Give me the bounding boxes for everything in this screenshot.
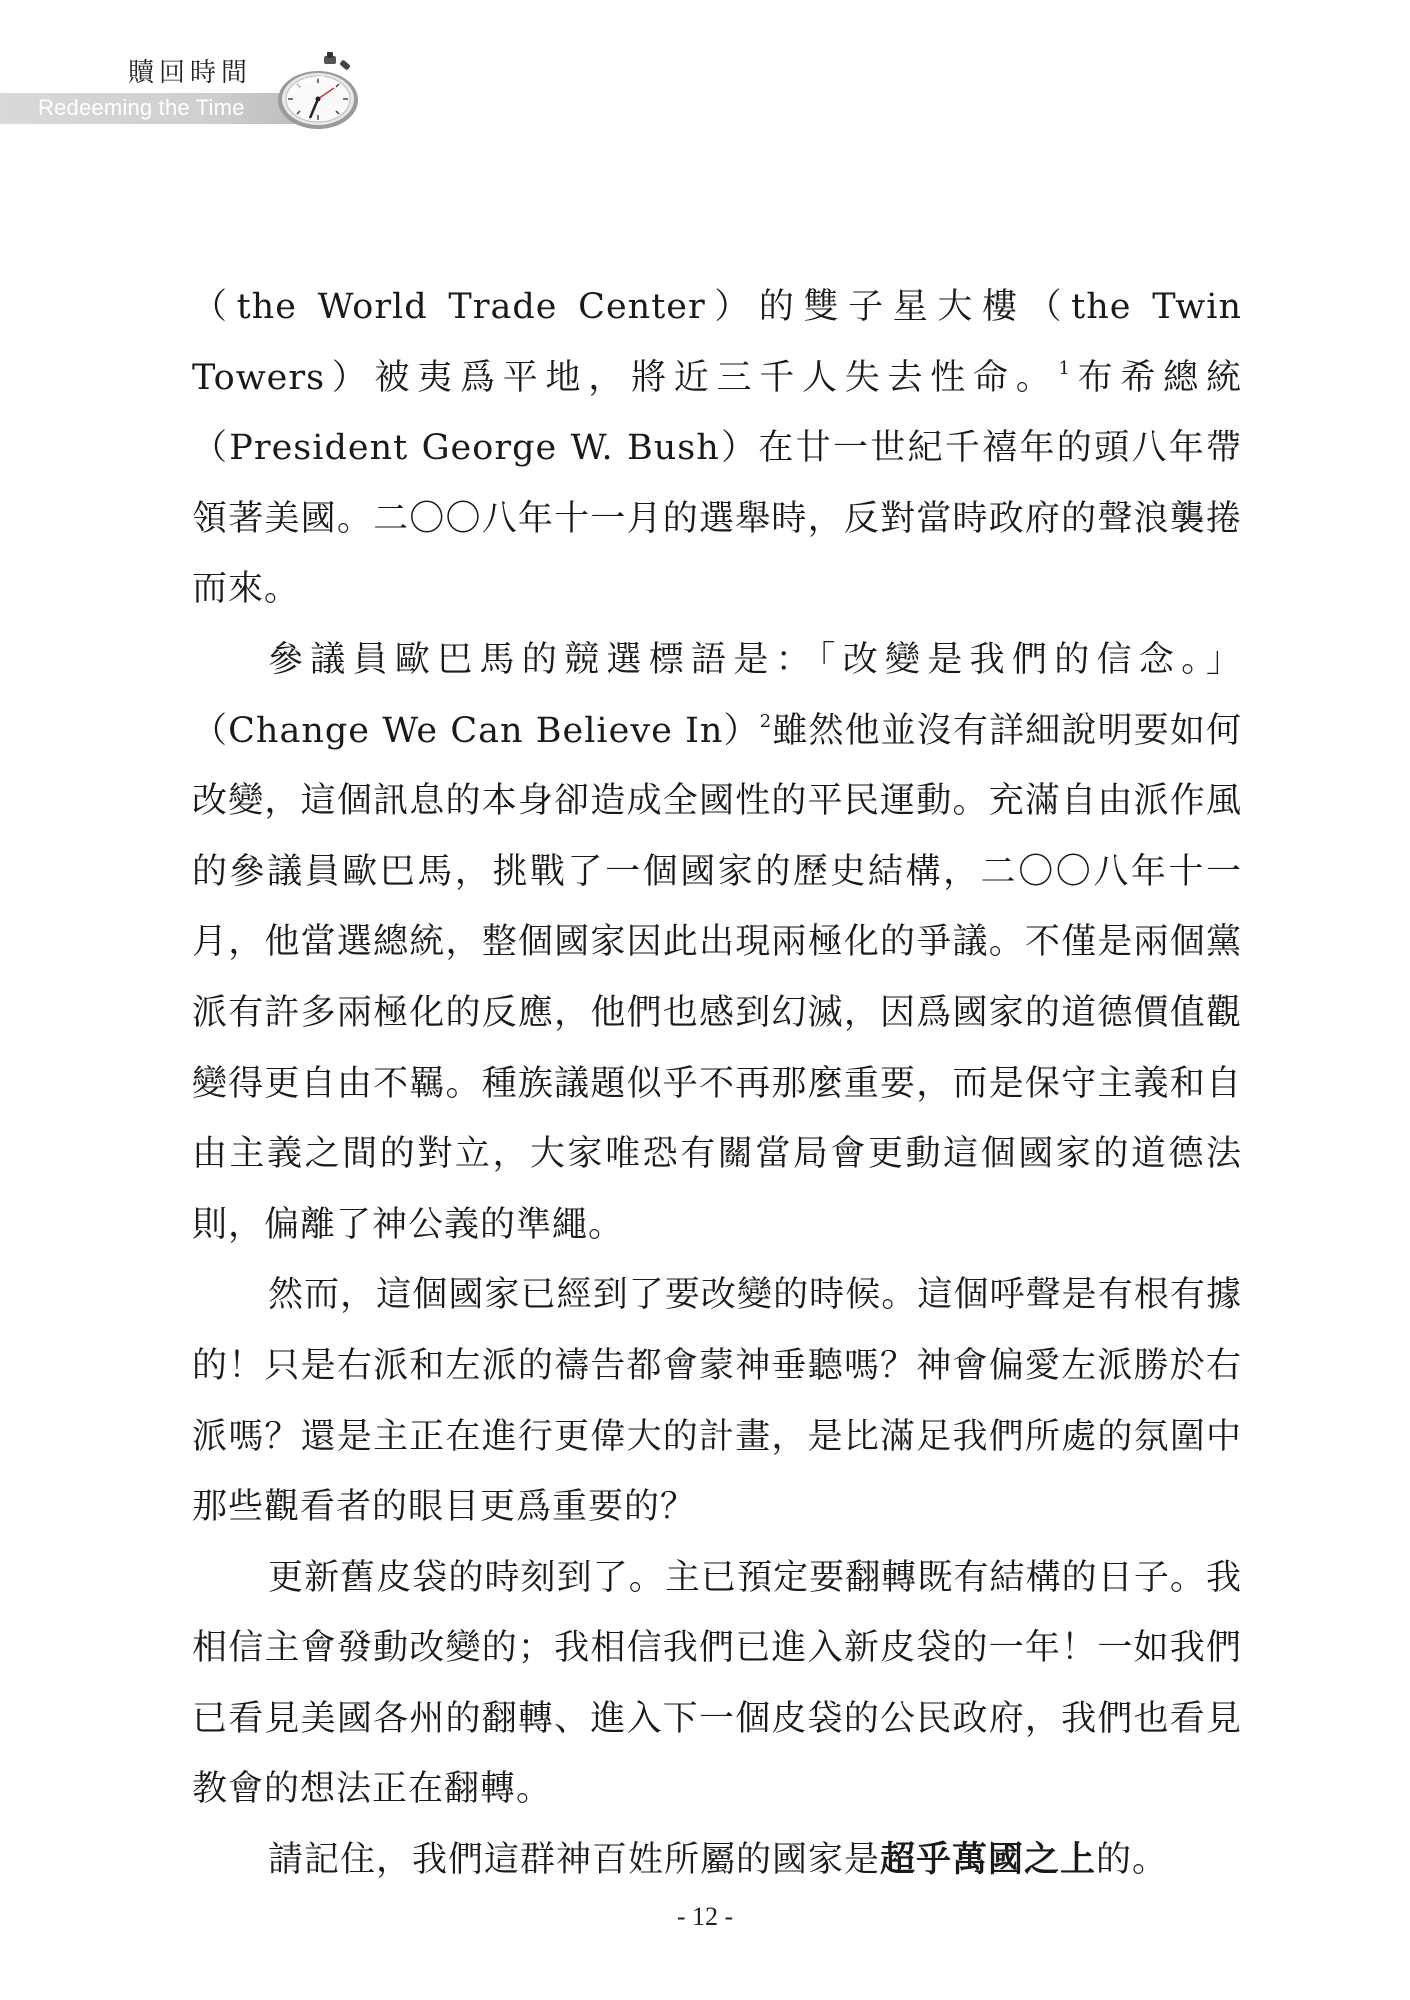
paragraph-5-text-b: 的。 — [1096, 1840, 1169, 1881]
paragraph-1-text-a: （the World Trade Center）的雙子星大樓（the Twin Towers）被夷爲平地，將近三千人失去性命。 — [192, 287, 1242, 398]
paragraph-3: 然而，這個國家已經到了要改變的時候。這個呼聲是有根有據的！只是右派和左派的禱告都會蒙神垂聽嗎？神會偏愛左派勝於右派嗎？還是主正在進行更偉大的計畫，是比滿足我們所處的氛圍中那些觀看者的眼目更爲重要的？ — [192, 1275, 1242, 1528]
paragraph-5-text-a: 請記住，我們這群神百姓所屬的國家是 — [268, 1840, 881, 1881]
book-subtitle: Redeeming the Time — [38, 95, 245, 120]
footnote-ref-1[interactable]: 1 — [1058, 357, 1071, 379]
paragraph-1-text-b: 布希總統（President George W. Bush）在廿一世紀千禧年的頭八年帶領著美國。二〇〇八年十一月的選舉時，反對當時政府的聲浪襲捲而來。 — [192, 357, 1242, 610]
paragraph-4: 更新舊皮袋的時刻到了。主已預定要翻轉既有結構的日子。我相信主會發動改變的；我相信我們已進入新皮袋的一年！一如我們已看見美國各州的翻轉、進入下一個皮袋的公民政府，我們也看見教會的想法正在翻轉。 — [192, 1557, 1242, 1810]
running-header — [0, 52, 380, 132]
stopwatch-icon — [268, 52, 368, 132]
paragraph-5 — [192, 1825, 1242, 1896]
paragraph-1 — [192, 272, 1242, 625]
paragraph-2 — [192, 625, 1242, 1260]
paragraph-2-text-b: 雖然他並沒有詳細說明要如何改變，這個訊息的本身卻造成全國性的平民運動。充滿自由派作風的參議員歐巴馬，挑戰了一個國家的歷史結構，二〇〇八年十一月，他當選總統，整個國家因此出現兩極化的爭議。不僅是兩個黨派有許多兩極化的反應，他們也感到幻滅，因爲國家的道德價值觀變得更自由不羈。種族議題似乎不再那麼重要，而是保守主義和自由主義之間的對立，大家唯恐有關當局會更動這個國家的道德法則，偏離了神公義的準繩。 — [192, 710, 1242, 1245]
page-number: - 12 - — [676, 1902, 734, 1931]
body-text — [192, 272, 1242, 1896]
footnote-ref-2[interactable]: 2 — [759, 710, 773, 732]
paragraph-2-text-a: 參議員歐巴馬的競選標語是：「改變是我們的信念。」（Change We Can Believe In） — [192, 639, 1242, 751]
emphasis-text: 超乎萬國之上 — [880, 1840, 1097, 1881]
book-title: 贖回時間 — [128, 58, 253, 88]
